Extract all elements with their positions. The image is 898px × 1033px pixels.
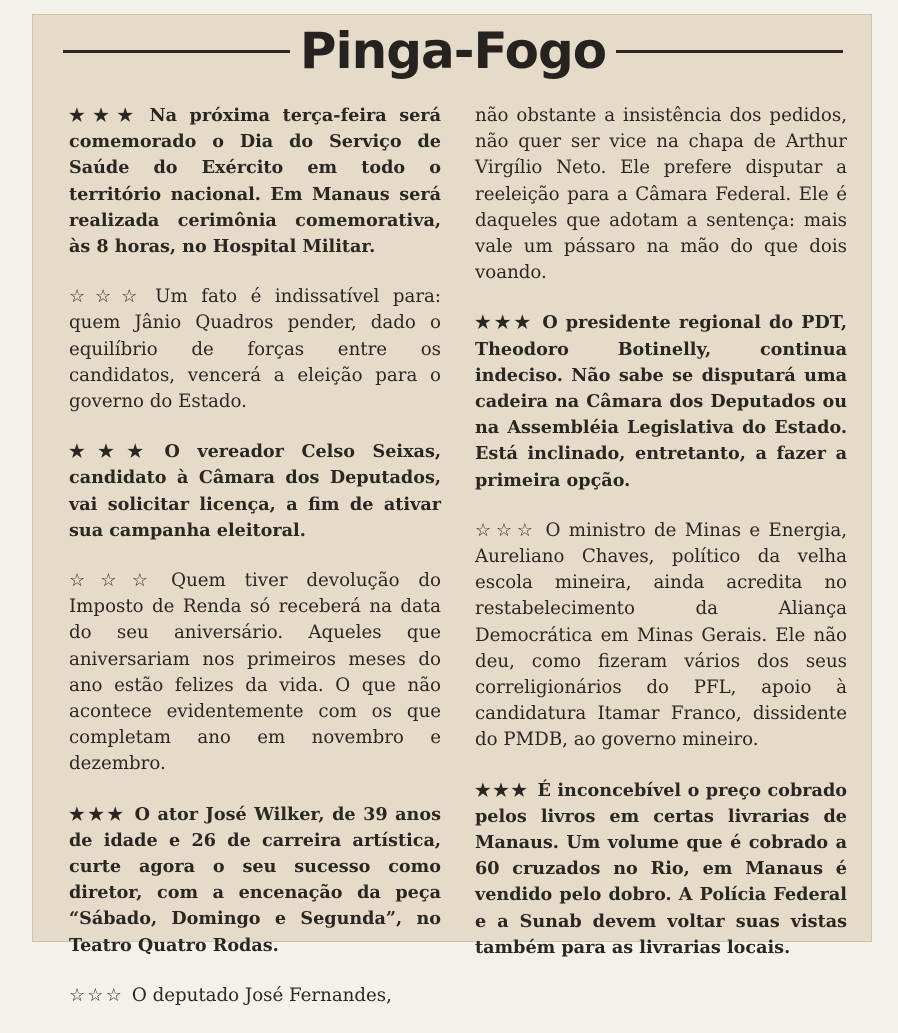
news-note bbox=[69, 103, 441, 260]
news-note bbox=[475, 310, 847, 493]
column-masthead bbox=[63, 19, 843, 83]
left-column bbox=[69, 103, 441, 1033]
news-note bbox=[475, 518, 847, 754]
note-text: O presidente regional do PDT, Theodoro Botinelly, continua indeciso. Não sabe se disputará uma cadeira na Câmara dos Deputados ou na Assembléia Legislativa do Estado. Está inclinado, entretanto, a fazer a primeira opção. bbox=[475, 312, 847, 491]
stars-filled-icon: ★★★ bbox=[69, 105, 142, 126]
note-text: O ministro de Minas e Energia, Aureliano Chaves, político da velha escola mineira, ainda acredita no restabelecimento da Aliança Democrática em Minas Gerais. Ele não deu, como fizeram vários dos seus correligionários do PFL, apoio à candidatura Itamar Franco, dissidente do PMDB, ao governo mineiro. bbox=[475, 519, 847, 751]
news-note bbox=[69, 284, 441, 415]
stars-outline-icon: ☆☆☆ bbox=[69, 570, 164, 592]
note-text: O ator José Wilker, de 39 anos de idade e 26 de carreira artística, curte agora o seu sucesso como diretor, com a encenação da peça “Sábado, Domingo e Segunda”, no Teatro Quatro Rodas. bbox=[69, 803, 441, 956]
stars-outline-icon: ☆☆☆ bbox=[69, 984, 124, 1006]
masthead-rule-left bbox=[63, 50, 290, 53]
stars-filled-icon: ★★★ bbox=[475, 312, 535, 334]
note-text: O deputado José Fernandes, bbox=[131, 984, 392, 1006]
newspaper-clipping bbox=[32, 14, 872, 1006]
news-note bbox=[475, 778, 847, 961]
stars-outline-icon: ☆☆☆ bbox=[69, 286, 148, 308]
right-column bbox=[475, 103, 847, 985]
news-note bbox=[69, 802, 441, 959]
note-text: não obstante a insistência dos pedidos, não quer ser vice na chapa de Arthur Virgílio Neto. Ele prefere disputar a reeleição para a Câmara Federal. Ele é daqueles que adotam a sentença: mais vale um pássaro na mão do que dois voando. bbox=[475, 105, 847, 284]
stars-filled-icon: ★★★ bbox=[69, 803, 127, 825]
news-note bbox=[475, 103, 847, 286]
note-text: O vereador Celso Seixas, candidato à Câmara dos Deputados, vai solicitar licença, a fim de ativar sua campanha eleitoral. bbox=[69, 441, 441, 541]
note-text: Um fato é indissatível para: quem Jânio Quadros pender, dado o equilíbrio de forças entre os candidatos, vencerá a eleição para o governo do Estado. bbox=[69, 286, 441, 413]
stars-filled-icon: ★★★ bbox=[69, 441, 157, 463]
masthead-rule-right bbox=[616, 50, 843, 53]
news-note bbox=[69, 568, 441, 778]
news-note bbox=[69, 439, 441, 544]
note-text: Quem tiver devolução do Imposto de Renda só receberá na data do seu aniversário. Aqueles que aniversariam nos primeiros meses do ano estão felizes da vida. O que não acontece evidentemente com os que completam ano em novembro e dezembro. bbox=[69, 570, 441, 775]
note-text: Na próxima terça-feira será comemorado o Dia do Serviço de Saúde do Exército em todo o território nacional. Em Manaus será realizada cerimônia comemorativa, às 8 horas, no Hospital Militar. bbox=[69, 105, 441, 258]
column-title: Pinga-Fogo bbox=[299, 22, 607, 80]
stars-filled-icon: ★★★ bbox=[475, 779, 530, 801]
stars-outline-icon: ☆☆☆ bbox=[475, 519, 538, 541]
news-note bbox=[69, 983, 441, 1009]
note-text: É inconcebível o preço cobrado pelos livros em certas livrarias de Manaus. Um volume que é cobrado a 60 cruzados no Rio, em Manaus é vendido pelo dobro. A Polícia Federal e a Sunab devem voltar suas vistas também para as livrarias locais. bbox=[475, 779, 847, 958]
